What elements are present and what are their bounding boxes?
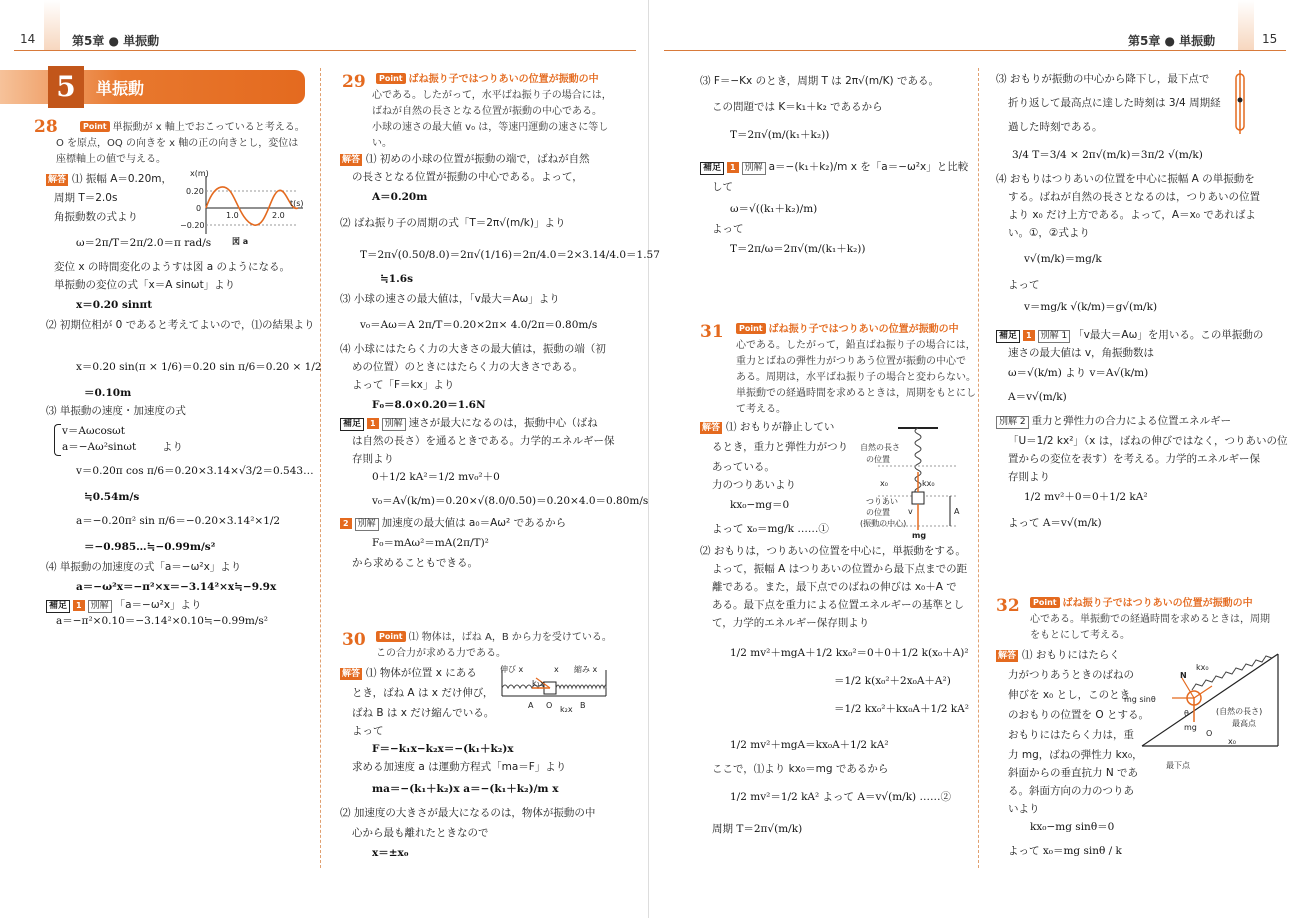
- page-number-left: 14: [20, 32, 36, 46]
- point-29-line: 心である。したがって，水平ばね振り子の場合には，: [372, 90, 612, 101]
- brace: [54, 424, 61, 456]
- formula: よって x₀＝mg sinθ / k: [1008, 845, 1122, 857]
- chapter-banner: [0, 70, 305, 104]
- point-badge: Point: [1030, 597, 1060, 608]
- fig31-label: の位置: [866, 455, 890, 464]
- point-29-line: Point ばね振り子ではつりあいの位置が振動の中: [376, 72, 599, 87]
- betsu-badge: 別解: [88, 600, 112, 613]
- answer-line: ここで，⑴より kx₀＝mg であるから: [712, 763, 889, 775]
- kaito-badge: 解答: [998, 651, 1017, 661]
- answer-line: ⑵ ばね振り子の周期の式「T＝2π√(m/k)」より: [340, 217, 566, 229]
- point-29-line: い。: [372, 138, 392, 149]
- formula: v₀＝Aω＝A 2π/T＝0.20×2π× 4.0/2π＝0.80m/s: [360, 319, 598, 331]
- answer-line: おもりにはたらく力は，重: [1008, 729, 1134, 741]
- page-number-right: 15: [1262, 32, 1278, 46]
- answer-line: 解答 ⑴ 振幅 A＝0.20m，: [48, 173, 172, 185]
- hosoku-line: 補足 1 別解 「a＝−ω²x」より: [46, 598, 202, 613]
- header-rule-left: [14, 50, 636, 51]
- graph-ytick: 0: [196, 204, 202, 213]
- fig31-label: A: [954, 507, 960, 516]
- answer-line: 心から最も離れたときなので: [352, 827, 489, 839]
- formula: よって x₀＝mg/k ……①: [712, 523, 829, 535]
- problem-number-30: 30: [342, 630, 366, 650]
- formula-result: x＝±x₀: [372, 847, 409, 859]
- kaito-badge: 解答: [702, 423, 721, 433]
- fig32-label: O: [1206, 729, 1213, 738]
- formula: T＝2π√(0.50/8.0)＝2π√(1/16)＝2π/4.0＝2×3.14/4.0＝1.57: [360, 249, 660, 261]
- fig31-label: kx₀: [922, 479, 935, 488]
- formula-result: ma＝−(k₁＋k₂)x a＝−(k₁＋k₂)/m x: [372, 783, 559, 795]
- answer-line: ⑵ おもりは，つりあいの位置を中心に，単振動をする。: [700, 545, 966, 557]
- page-tab-right: [1238, 0, 1254, 50]
- answer-line: 力 mg，ばねの弾性力 kx₀，: [1008, 749, 1143, 761]
- hosoku-line: 補足 1 別解 1 「v最大＝Aω」を用いる。この単振動の: [996, 328, 1263, 343]
- point-28-line: 座標軸上の値で与える。: [56, 154, 166, 165]
- formula: ω＝√(k/m) より v＝A√(k/m): [1008, 367, 1149, 379]
- answer-line: 「U＝1/2 kx²」（x は，ばねの伸びではなく，つりあいの位: [1008, 435, 1288, 447]
- answer-line: 伸びを x₀ とし，このとき: [1008, 689, 1131, 701]
- formula: F₀＝mAω²＝mA(2π/T)²: [372, 537, 489, 549]
- betsu-badge: 別解: [742, 162, 766, 175]
- graph-xlabel: t(s): [290, 199, 304, 208]
- chapter-number: 5: [48, 66, 84, 108]
- graph-ytick: −0.20: [180, 221, 205, 230]
- fig31-label: (振動の中心): [860, 519, 907, 528]
- hosoku-badge: 補足: [700, 162, 724, 175]
- formula: よって A＝v√(m/k): [1008, 517, 1102, 529]
- formula-result: ＝−0.985…≒−0.99m/s²: [84, 541, 216, 553]
- chapter-title-right: 第5章 ● 単振動: [1128, 34, 1216, 48]
- formula: A＝v√(m/k): [1008, 391, 1067, 403]
- point-31-line: 重力とばねの弾性力がつりあう位置が振動の中心で: [736, 356, 966, 367]
- formula: ＝1/2 kx₀²＋kx₀A＋1/2 kA²: [834, 703, 969, 715]
- page-gutter: [648, 0, 649, 918]
- answer-line: よって，振幅 A はつりあいの位置から最下点までの距: [712, 563, 968, 575]
- graph-xtick: 1.0: [226, 211, 239, 220]
- fig31-label: x₀: [880, 479, 888, 488]
- formula: T＝2π√(m/(k₁＋k₂)): [730, 129, 830, 141]
- point-31-line: ある。周期は，水平ばね振り子の場合と変わらない。: [736, 372, 976, 383]
- point-badge: Point: [80, 121, 110, 132]
- formula: ω＝√((k₁＋k₂)/m): [730, 203, 818, 215]
- answer-line: より x₀ だけ上方である。よって，A＝x₀ であればよ: [1008, 209, 1256, 221]
- answer-line: い。①，②式より: [1008, 227, 1090, 239]
- graph-caption: 図 a: [232, 237, 249, 246]
- formula: 1/2 mv²＋mgA＝kx₀A＋1/2 kA²: [730, 739, 889, 751]
- arrow-figure: [1228, 68, 1252, 136]
- answer-line: ⑷ おもりはつりあいの位置を中心に振幅 A の単振動を: [996, 173, 1255, 185]
- fig30-label: B: [580, 701, 586, 710]
- answer-line: ⑶ 小球の速さの最大値は，「v最大＝Aω」より: [340, 293, 560, 305]
- kaito-badge: 解答: [48, 175, 67, 185]
- answer-line: 力のつりあいより: [712, 479, 796, 491]
- answer-line: ⑶ 単振動の速度・加速度の式: [46, 405, 186, 417]
- fig31-label: 自然の長さ: [860, 443, 900, 452]
- formula: x＝0.20 sin(π × 1/6)＝0.20 sin π/6＝0.20 × 1/2: [76, 361, 322, 373]
- betsu-line: 別解 2 重力と弾性力の合力による位置エネルギー: [996, 414, 1231, 429]
- point-31-line: 心である。したがって，鉛直ばね振り子の場合には，: [736, 340, 976, 351]
- fig32-label: 最下点: [1166, 761, 1190, 770]
- chapter-heading: 単振動: [96, 79, 145, 98]
- point-29-line: ばねが自然の長さとなる位置が振動の中心である。: [372, 106, 602, 117]
- point-badge: Point: [736, 323, 766, 334]
- answer-line: る。斜面方向の力のつりあ: [1008, 785, 1134, 797]
- answer-line: 単振動の変位の式「x＝A sinωt」より: [54, 279, 236, 291]
- point-29-line: 小球の速さの最大値 v₀ は，等速円運動の速さに等し: [372, 122, 609, 133]
- kaito-badge: 解答: [342, 155, 361, 165]
- formula: kx₀−mg sinθ＝0: [1030, 821, 1115, 833]
- answer-line: て，力学的エネルギー保存則より: [712, 617, 870, 629]
- answer-line: ⑵ 加速度の大きさが最大になるのは，物体が振動の中: [340, 807, 596, 819]
- formula: a＝−0.20π² sin π/6＝−0.20×3.14²×1/2: [76, 515, 281, 527]
- hosoku-badge: 補足: [46, 600, 70, 613]
- point-30-line: Point ⑴ 物体は，ばね A，B から力を受けている。: [376, 630, 612, 645]
- betsu-line: 2 別解 加速度の最大値は a₀＝Aω² であるから: [340, 516, 566, 531]
- formula: 3/4 T＝3/4 × 2π√(m/k)＝3π/2 √(m/k): [1012, 149, 1203, 161]
- point-31-line: て考える。: [736, 404, 786, 415]
- point-32-line: をもとにして考える。: [1030, 630, 1130, 641]
- graph-ylabel: x(m): [190, 169, 209, 178]
- hosoku-badge: 補足: [340, 418, 364, 431]
- formula: kx₀−mg＝0: [730, 499, 790, 511]
- answer-line: 速さの最大値は v，角振動数は: [1008, 347, 1155, 359]
- answer-line: ⑷ 小球にはたらく力の大きさの最大値は，振動の端（初: [340, 343, 606, 355]
- answer-line: 離である。また，最下点でのばねの伸びは x₀＋A で: [712, 581, 957, 593]
- formula-result: A＝0.20m: [372, 191, 428, 203]
- fig30-label: k₁x: [532, 679, 545, 688]
- hosoku-line: 補足 1 別解 a＝−(k₁＋k₂)/m x を「a＝−ω²x」と比較: [700, 160, 968, 175]
- answer-line: して: [712, 181, 733, 193]
- column-divider: [320, 68, 321, 868]
- answer-line: は自然の長さ）を通るときである。力学的エネルギー保: [352, 435, 615, 447]
- answer-line: より: [162, 441, 183, 453]
- fig32-label: kx₀: [1196, 663, 1209, 672]
- point-32-line: 心である。単振動での経過時間を求めるときは，周期: [1030, 614, 1270, 625]
- answer-line: から求めることもできる。: [352, 557, 478, 569]
- answer-line: よって: [712, 223, 744, 235]
- fig32-label: 最高点: [1232, 719, 1256, 728]
- problem-number-29: 29: [342, 72, 366, 92]
- answer-line: の長さとなる位置が振動の中心である。よって，: [352, 171, 583, 183]
- answer-line: 存則より: [1008, 471, 1050, 483]
- formula: 周期 T＝2π√(m/k): [712, 823, 803, 835]
- answer-line: あっている。: [712, 461, 775, 473]
- formula-result: ≒1.6s: [380, 273, 413, 285]
- fig30-label: A: [528, 701, 534, 710]
- answer-line: 過した時刻である。: [1008, 121, 1103, 133]
- answer-line: のおもりの位置を O とする。: [1008, 709, 1149, 721]
- hosoku-badge: 補足: [996, 330, 1020, 343]
- answer-line: 周期 T＝2.0s: [54, 192, 118, 204]
- answer-line: ⑷ 単振動の加速度の式「a＝−ω²x」より: [46, 561, 242, 573]
- formula: v＝0.20π cos π/6＝0.20×3.14×√3/2＝0.543…: [76, 465, 314, 477]
- graph-ytick: 0.20: [186, 187, 204, 196]
- formula-result: a＝−ω²x＝−π²×x＝−3.14²×x≒−9.9x: [76, 581, 277, 593]
- answer-line: いより: [1008, 803, 1040, 815]
- answer-line: ⑶ F＝−Kx のとき，周期 T は 2π√(m/K) である。: [700, 75, 939, 87]
- point-31-line: 単振動での経過時間を求めるときは，周期をもとにし: [736, 388, 976, 399]
- betsu-badge: 別解: [355, 518, 379, 531]
- header-rule-right: [664, 50, 1286, 51]
- formula: 1/2 mv²＋0＝0＋1/2 kA²: [1024, 491, 1148, 503]
- answer-line: 変位 x の時間変化のようすは図 a のようになる。: [54, 261, 290, 273]
- kaito-badge: 解答: [342, 669, 361, 679]
- point-badge: Point: [376, 73, 406, 84]
- answer-line: ある。最下点を重力による位置エネルギーの基準とし: [712, 599, 964, 611]
- fig30-label: x: [554, 665, 559, 674]
- answer-line: 斜面からの垂直抗力 N であ: [1008, 767, 1139, 779]
- problem-number-32: 32: [996, 596, 1020, 616]
- fig30-label: 伸び x: [500, 665, 524, 674]
- answer-line: ⑵ 初期位相が 0 であると考えてよいので，⑴の結果より: [46, 319, 315, 331]
- answer-line: ⑶ おもりが振動の中心から降下し，最下点で: [996, 73, 1210, 85]
- answer-line: 解答 ⑴ 物体が位置 x にある: [342, 667, 477, 679]
- formula: T＝2π/ω＝2π√(m/(k₁＋k₂)): [730, 243, 866, 255]
- chapter-title-left: 第5章 ● 単振動: [72, 34, 160, 48]
- graph-xtick: 2.0: [272, 211, 285, 220]
- formula-result: ≒0.54m/s: [84, 491, 140, 503]
- formula-result: F＝−k₁x−k₂x＝−(k₁＋k₂)x: [372, 743, 514, 755]
- formula: a＝−π²×0.10＝−3.14²×0.10≒−0.99m/s²: [56, 615, 268, 627]
- point-32-line: Point ばね振り子ではつりあいの位置が振動の中: [1030, 596, 1253, 611]
- fig32-label: mg: [1184, 723, 1197, 732]
- answer-line: 解答 ⑴ おもりが静止してい: [702, 421, 835, 433]
- point-30-line: この合力が求める力である。: [376, 648, 506, 659]
- answer-line: 角振動数の式より: [54, 211, 138, 223]
- fig31-label: つりあい: [866, 497, 898, 506]
- fig31-label: の位置: [866, 508, 890, 517]
- formula-result: F₀＝8.0×0.20＝1.6N: [372, 399, 486, 411]
- fig32-label: mg sinθ: [1124, 695, 1156, 704]
- column-divider: [978, 68, 979, 868]
- fig32-label: θ: [1184, 709, 1189, 718]
- formula: a＝−Aω²sinωt: [62, 441, 137, 453]
- betsu-badge: 別解 1: [1038, 330, 1071, 343]
- fig32-label: N: [1180, 671, 1187, 680]
- formula: 1/2 mv²＝1/2 kA² よって A＝v√(m/k) ……②: [730, 791, 951, 803]
- formula: v√(m/k)＝mg/k: [1024, 253, 1102, 265]
- formula: v₀＝A√(k/m)＝0.20×√(8.0/0.50)＝0.20×4.0＝0.80m/s: [372, 495, 649, 507]
- answer-line: 求める加速度 a は運動方程式「ma＝F」より: [352, 761, 567, 773]
- point-badge: Point: [376, 631, 406, 642]
- answer-line: ばね B は x だけ縮んでいる。: [352, 707, 495, 719]
- point-28-line: Point 単振動が x 軸上でおこっていると考える。: [80, 120, 305, 135]
- hosoku-line: 補足 1 別解 速さが最大になるのは，振動中心（ばね: [340, 416, 598, 431]
- problem-number-31: 31: [700, 322, 724, 342]
- point-28-line: O を原点，OQ の向きを x 軸の正の向きとし，変位は: [56, 138, 299, 149]
- answer-line: 折り返して最高点に達した時刻は 3/4 周期経: [1008, 97, 1221, 109]
- answer-line: 置からの変位を表す）を考える。力学的エネルギー保: [1008, 453, 1260, 465]
- answer-line: する。ばねが自然の長さとなるのは，つりあいの位置: [1008, 191, 1260, 203]
- formula: ω＝2π/T＝2π/2.0＝π rad/s: [76, 237, 212, 249]
- formula: v＝Aωcosωt: [62, 425, 125, 437]
- formula: 1/2 mv²＋mgA＋1/2 kx₀²＝0＋0＋1/2 k(x₀＋A)²: [730, 647, 969, 659]
- fig32-label: x₀: [1228, 737, 1236, 746]
- fig30-label: O: [546, 701, 553, 710]
- problem-number-28: 28: [34, 117, 58, 137]
- betsu-badge: 別解 2: [996, 416, 1029, 429]
- answer-line: るとき，重力と弾性力がつり: [712, 441, 849, 453]
- formula: 0＋1/2 kA²＝1/2 mv₀²＋0: [372, 471, 500, 483]
- point-31-line: Point ばね振り子ではつりあいの位置が振動の中: [736, 322, 959, 337]
- answer-line: とき，ばね A は x だけ伸び，: [352, 687, 494, 699]
- formula-result: ＝0.10m: [84, 387, 132, 399]
- formula-result: x＝0.20 sinπt: [76, 299, 153, 311]
- fig31-label: v: [908, 507, 913, 516]
- formula: ＝1/2 k(x₀²＋2x₀A＋A²): [834, 675, 951, 687]
- answer-line: 解答 ⑴ 初めの小球の位置が振動の端で，ばねが自然: [342, 153, 590, 165]
- fig31-label: mg: [912, 531, 927, 540]
- answer-line: めの位置）のときにはたらく力の大きさである。: [352, 361, 583, 373]
- fig30-label: 縮み x: [574, 665, 598, 674]
- answer-line: 解答 ⑴ おもりにはたらく: [998, 649, 1120, 661]
- betsu-badge: 別解: [382, 418, 406, 431]
- page-tab-left: [44, 0, 60, 50]
- answer-line: よって: [1008, 279, 1040, 291]
- answer-line: この問題では K＝k₁＋k₂ であるから: [712, 101, 883, 113]
- answer-line: よって「F＝kx」より: [352, 379, 455, 391]
- answer-line: 存則より: [352, 453, 394, 465]
- formula: v＝mg/k √(k/m)＝g√(m/k): [1024, 301, 1158, 313]
- answer-line: 力がつりあうときのばねの: [1008, 669, 1134, 681]
- fig30-label: k₂x: [560, 705, 573, 714]
- answer-line: よって: [352, 725, 384, 737]
- fig32-label: (自然の長さ): [1216, 707, 1263, 716]
